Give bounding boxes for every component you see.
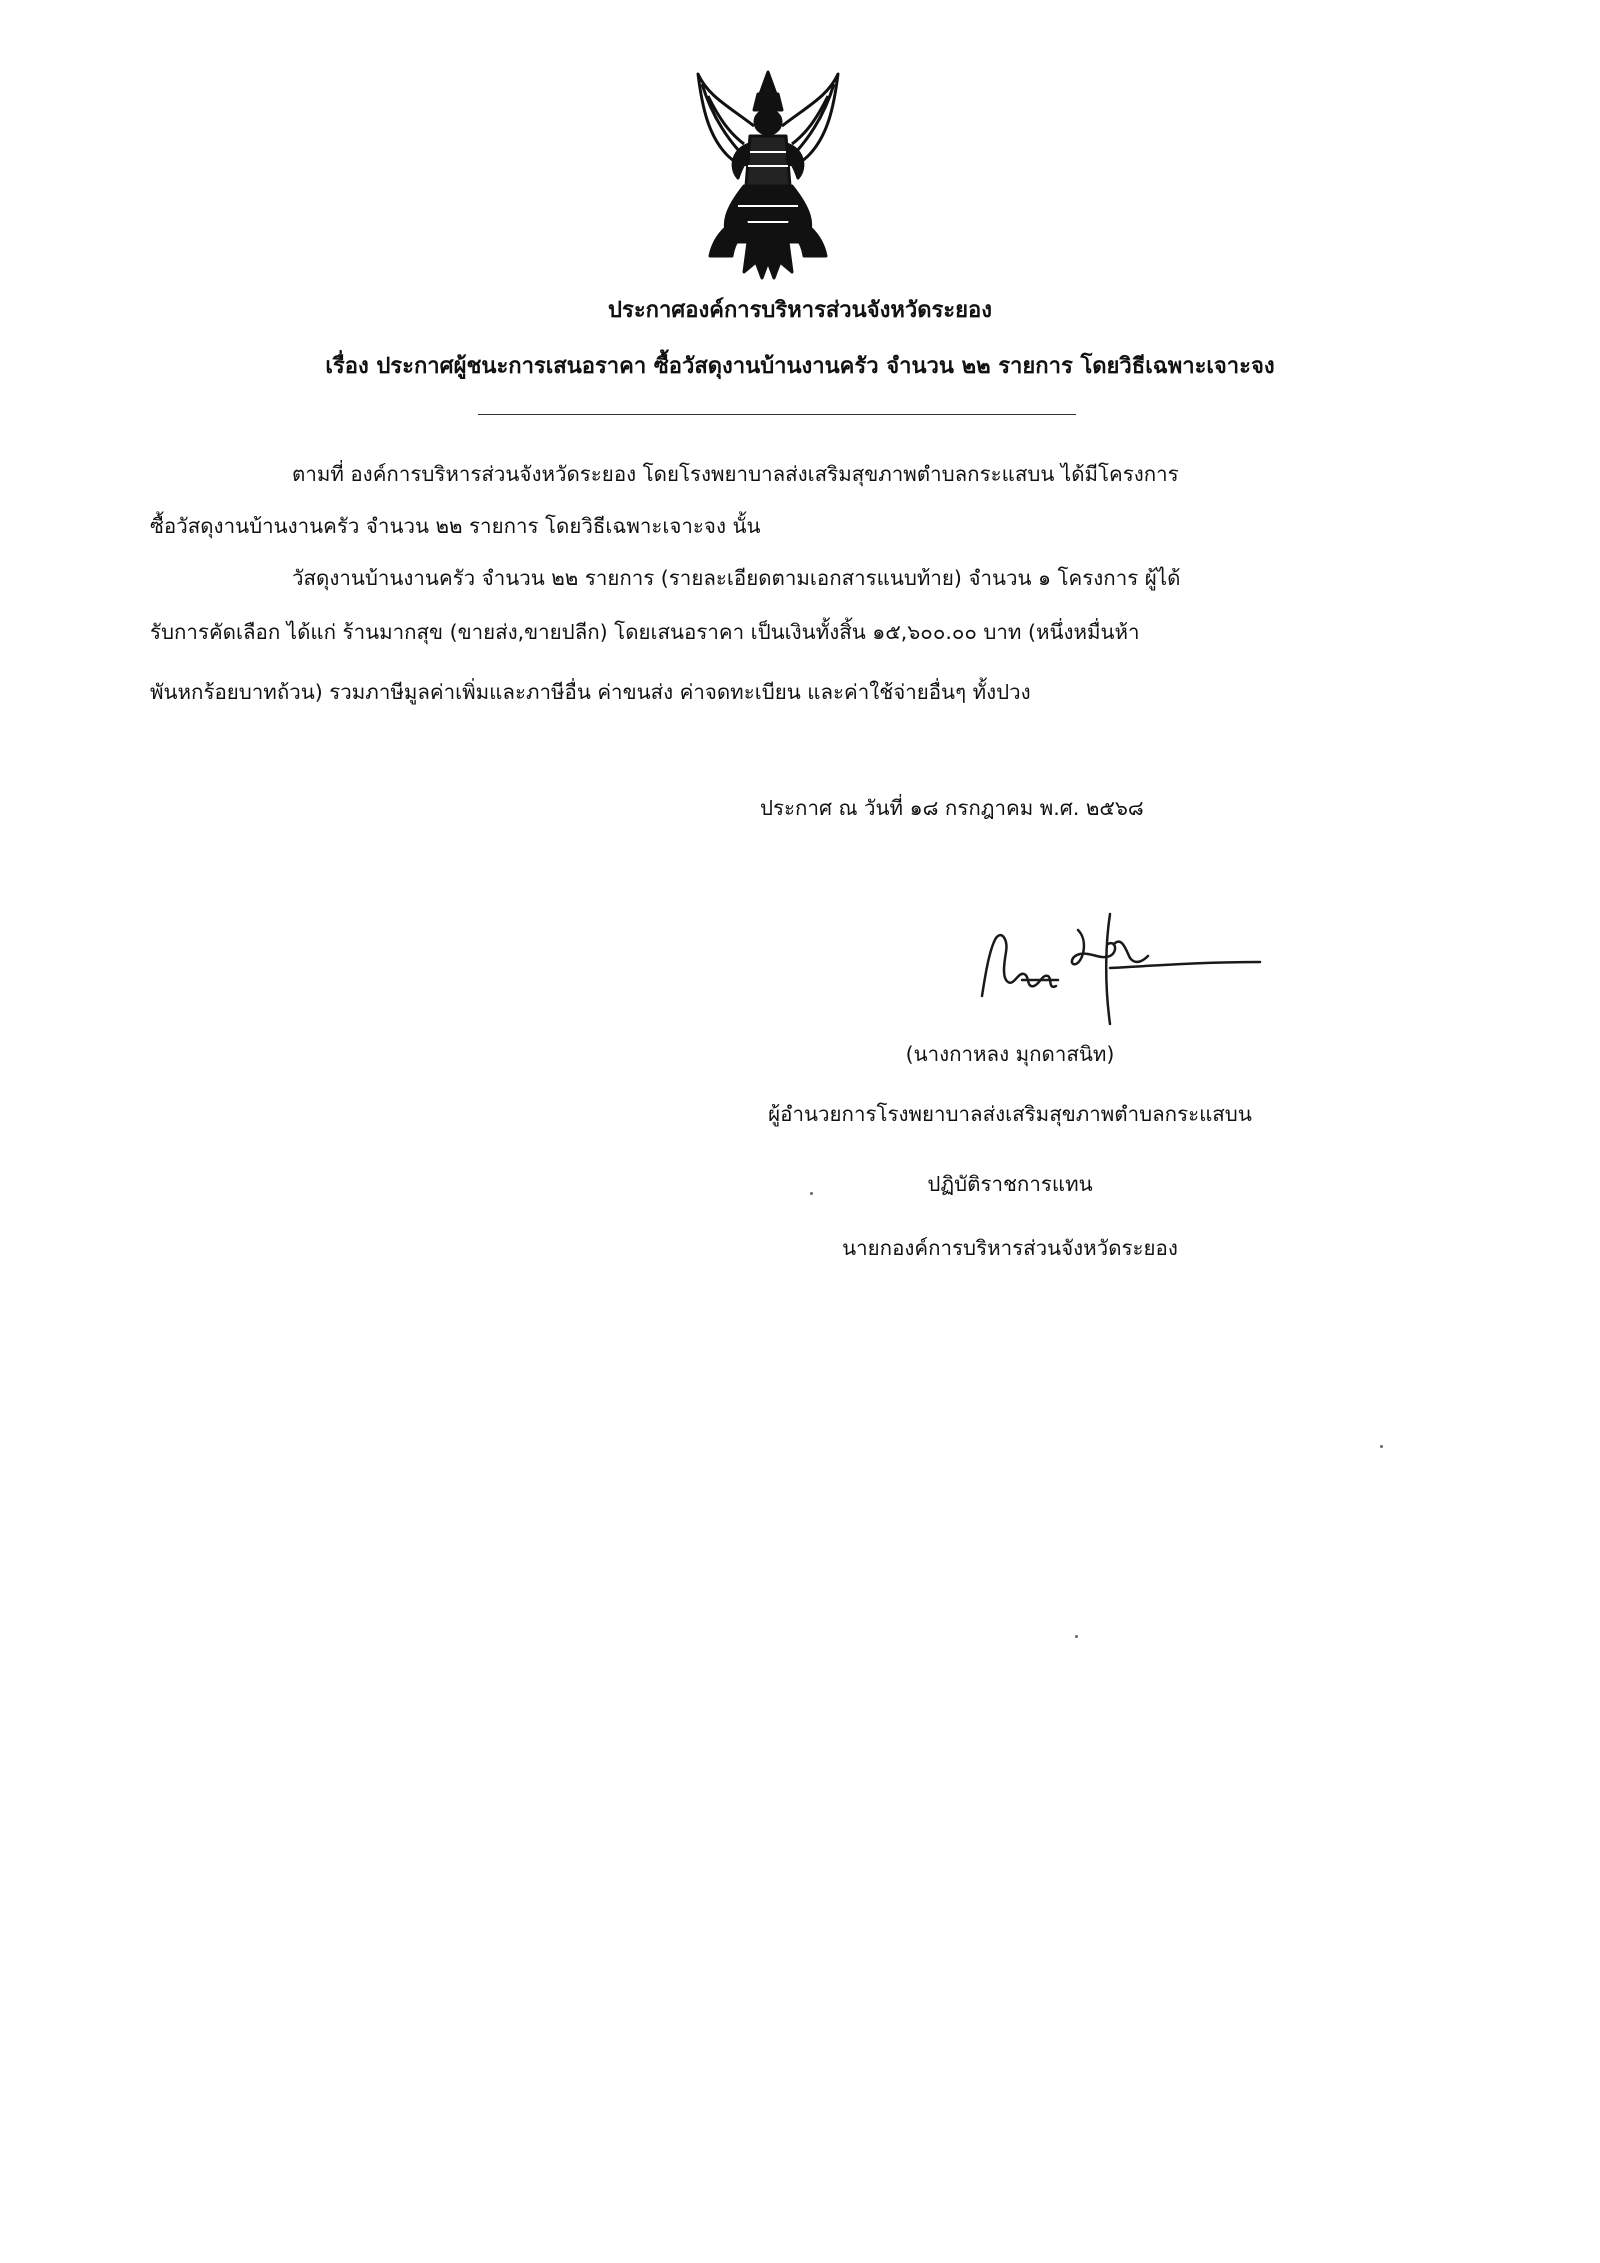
scan-speck <box>810 1192 813 1195</box>
body-line: รับการคัดเลือก ได้แก่ ร้านมากสุข (ขายส่ง,ขายปลีก) โดยเสนอราคา เป็นเงินทั้งสิ้น ๑๕,๖๐๐.๐๐ บาท (หนึ่งหมื่นห้า <box>150 620 1140 644</box>
handwritten-signature-icon <box>960 900 1300 1030</box>
org-title: ประกาศองค์การบริหารส่วนจังหวัดระยอง <box>608 298 992 323</box>
signer-name-text: (นางกาหลง มุกดาสนิท) <box>905 1042 1115 1066</box>
signer-title-text: นายกองค์การบริหารส่วนจังหวัดระยอง <box>842 1236 1178 1260</box>
garuda-emblem-icon <box>688 66 848 286</box>
separator-line <box>478 414 1076 415</box>
announcement-date: ประกาศ ณ วันที่ ๑๘ กรกฎาคม พ.ศ. ๒๕๖๘ <box>760 796 1144 820</box>
scan-speck <box>1380 1445 1383 1448</box>
body-line: ซื้อวัสดุงานบ้านงานครัว จำนวน ๒๒ รายการ โดยวิธีเฉพาะเจาะจง นั้น <box>150 514 761 538</box>
body-line: ตามที่ องค์การบริหารส่วนจังหวัดระยอง โดยโรงพยาบาลส่งเสริมสุขภาพตำบลกระแสบน ได้มีโครงการ <box>292 462 1179 486</box>
acting-on-behalf-text: ปฏิบัติราชการแทน <box>927 1172 1093 1196</box>
scan-speck <box>1075 1635 1078 1638</box>
signer-position-text: ผู้อำนวยการโรงพยาบาลส่งเสริมสุขภาพตำบลกระแสบน <box>768 1102 1252 1126</box>
body-line: พันหกร้อยบาทถ้วน) รวมภาษีมูลค่าเพิ่มและภาษีอื่น ค่าขนส่ง ค่าจดทะเบียน และค่าใช้จ่ายอื่นๆ ทั้งปวง <box>150 680 1031 704</box>
body-line: วัสดุงานบ้านงานครัว จำนวน ๒๒ รายการ (รายละเอียดตามเอกสารแนบท้าย) จำนวน ๑ โครงการ ผู้ได้ <box>292 566 1181 590</box>
subject-line: เรื่อง ประกาศผู้ชนะการเสนอราคา ซื้อวัสดุงานบ้านงานครัว จำนวน ๒๒ รายการ โดยวิธีเฉพาะเจาะจง <box>325 354 1275 379</box>
